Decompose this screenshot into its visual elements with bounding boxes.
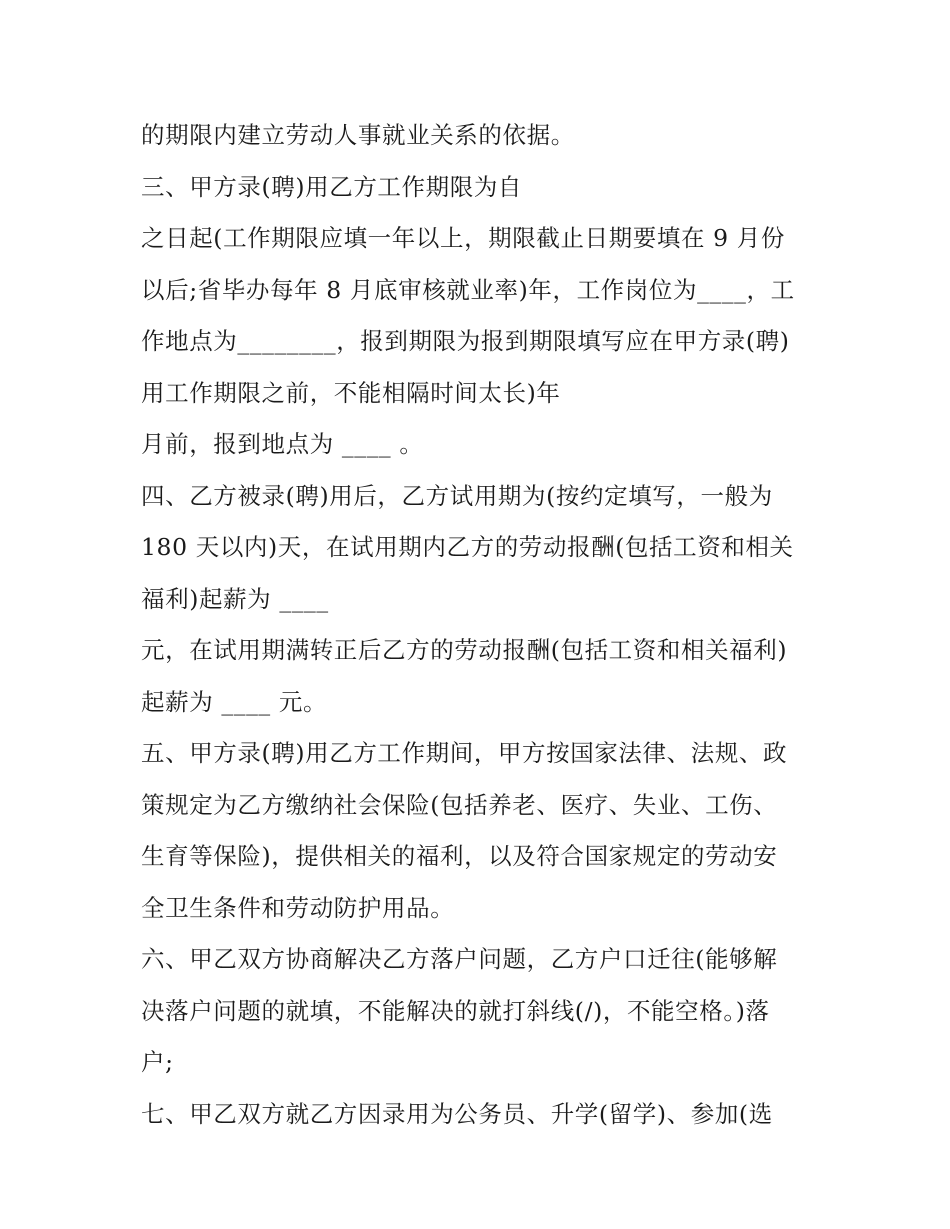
text-line: 之日起(工作期限应填一年以上，期限截止日期要填在 9 月份 bbox=[141, 224, 785, 252]
text-line: 起薪为 ____ 元。 bbox=[141, 687, 328, 716]
text-line: 决落户问题的就填，不能解决的就打斜线(/)，不能空格。)落 bbox=[141, 996, 770, 1025]
text-line: 元，在试用期满转正后乙方的劳动报酬(包括工资和相关福利) bbox=[141, 636, 788, 664]
text-line: 策规定为乙方缴纳社会保险(包括养老、医疗、失业、工伤、 bbox=[141, 790, 778, 819]
document-body bbox=[141, 110, 821, 1140]
text-line: 四、乙方被录(聘)用后，乙方试用期为(按约定填写，一般为 bbox=[141, 481, 773, 510]
text-line: 180 天以内)天，在试用期内乙方的劳动报酬(包括工资和相关 bbox=[141, 533, 794, 561]
text-line: 七、甲乙双方就乙方因录用为公务员、升学(留学)、参加(选 bbox=[141, 1099, 773, 1128]
text-line: 用工作期限之前，不能相隔时间太长)年 bbox=[141, 378, 561, 407]
text-line: 六、甲乙双方协商解决乙方落户问题，乙方户口迁往(能够解 bbox=[141, 945, 778, 973]
text-line: 五、甲方录(聘)用乙方工作期间，甲方按国家法律、法规、政 bbox=[141, 739, 788, 767]
text-line: 以后;省毕办每年 8 月底审核就业率)年，工作岗位为____，工 bbox=[141, 275, 795, 304]
text-line: 生育等保险)，提供相关的福利，以及符合国家规定的劳动安 bbox=[141, 842, 778, 870]
text-line: 三、甲方录(聘)用乙方工作期限为自 bbox=[141, 172, 523, 201]
text-line: 的期限内建立劳动人事就业关系的依据。 bbox=[141, 121, 575, 149]
text-line: 户; bbox=[141, 1048, 174, 1076]
text-line: 福利)起薪为 ____ bbox=[141, 584, 329, 613]
text-line: 月前，报到地点为 ____ 。 bbox=[141, 430, 424, 458]
text-line: 作地点为________，报到期限为报到期限填写应在甲方录(聘) bbox=[141, 327, 790, 355]
text-line: 全卫生条件和劳动防护用品。 bbox=[141, 893, 455, 922]
